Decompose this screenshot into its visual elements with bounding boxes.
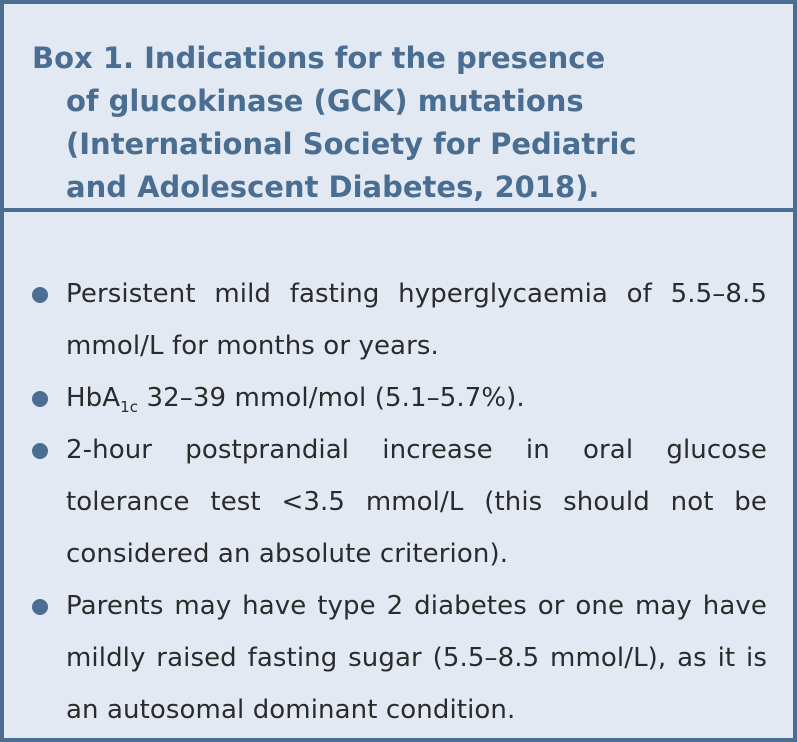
box-body: [4, 212, 793, 736]
box-title-line-1: Box 1. Indications for the presence: [32, 41, 606, 75]
box-title-line-2: of glucokinase (GCK) mutations: [66, 84, 584, 118]
box-title-line-3: (International Society for Pediatric: [66, 127, 637, 161]
list-item-text: 32–39 mmol/mol (5.1–5.7%).: [138, 383, 525, 413]
bullet-icon: [32, 287, 48, 303]
list-item-subscript: 1c: [120, 398, 139, 416]
list-item-prefix: HbA: [66, 383, 121, 413]
list-item: [32, 372, 767, 424]
bullet-icon: [32, 391, 48, 407]
list-item-text: Persistent mild fasting hyperglycaemia of 5.5–8.5 mmol/L for months or years.: [66, 279, 767, 361]
list-item-text: 2-hour postprandial increase in oral glucose tolerance test <3.5 mmol/L (this should not be considered an absolute criterion).: [66, 435, 767, 569]
list-item-text: Parents may have type 2 diabetes or one may have mildly raised fasting sugar (5.5–8.5 mmol/L), as it is an autosomal dominant condition.: [66, 591, 767, 725]
bullet-icon: [32, 443, 48, 459]
box-header: [4, 4, 793, 212]
box-title-line-4: and Adolescent Diabetes, 2018).: [66, 170, 600, 204]
list-item: [32, 580, 767, 736]
list-item: [32, 424, 767, 580]
list-item: [32, 268, 767, 372]
bullet-icon: [32, 599, 48, 615]
criteria-list: [32, 268, 767, 736]
